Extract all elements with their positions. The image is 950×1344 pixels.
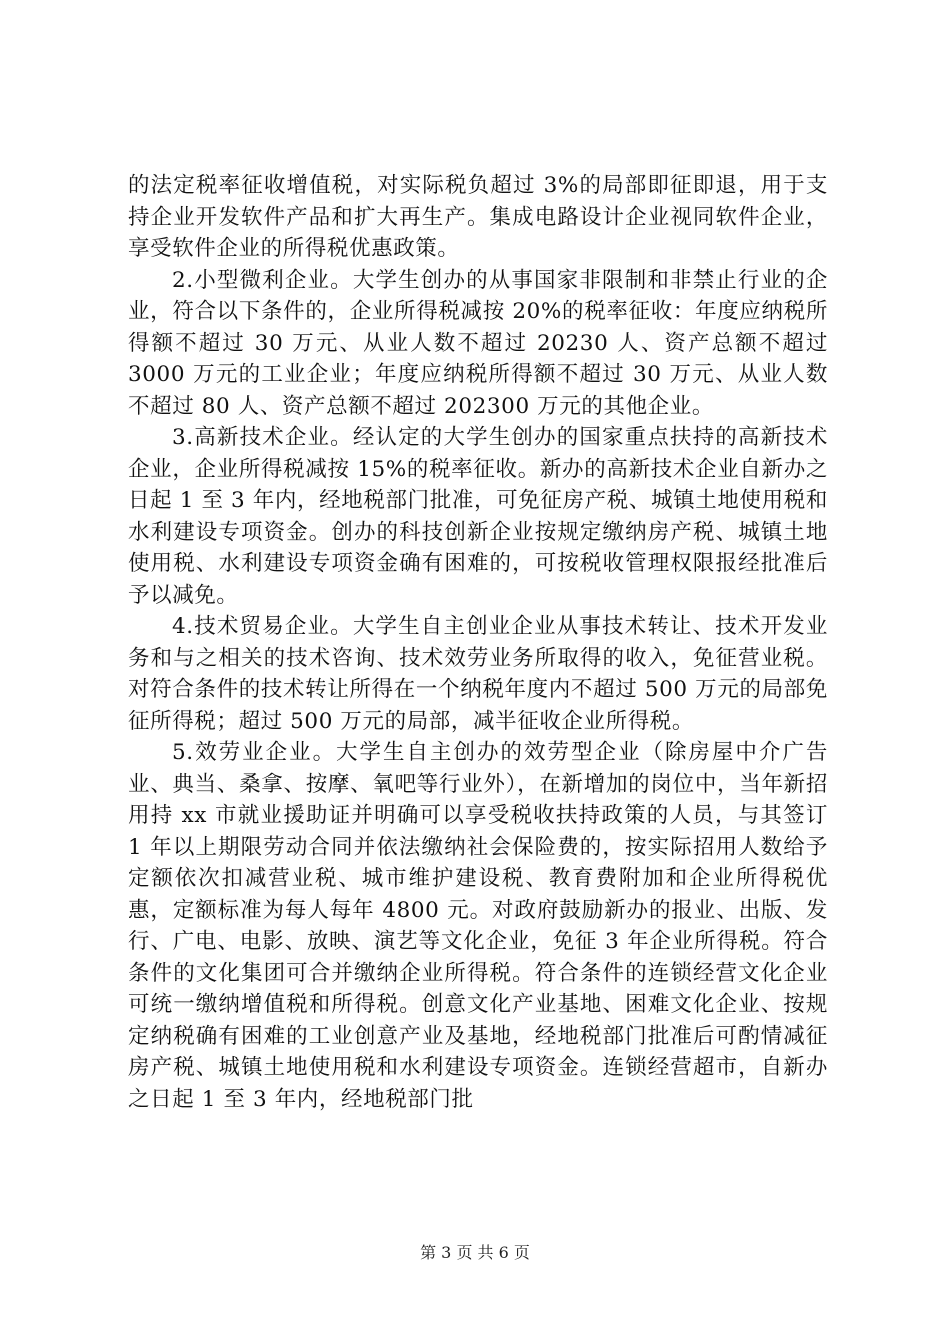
paragraph-service-enterprise: 5.效劳业企业。大学生自主创办的效劳型企业（除房屋中介广告业、典当、桑拿、按摩、氧吧等行业外），在新增加的岗位中，当年新招用持 xx 市就业援助证并明确可以享受税收扶持政策的人员，与其签订 1 年以上期限劳动合同并依法缴纳社会保险费的，按实际招用人数给予定额依次扣减营业税、城市维护建设税、教育费附加和企业所得税优惠，定额标准为每人每年 4800 元。对政府鼓励新办的报业、出版、发行、广电、电影、放映、演艺等文化企业，免征 3 年企业所得税。符合条件的文化集团可合并缴纳企业所得税。符合条件的连锁经营文化企业可统一缴纳增值税和所得税。创意文化产业基地、困难文化企业、按规定纳税确有困难的工业创意产业及基地，经地税部门批准后可酌情减征房产税、城镇土地使用税和水利建设专项资金。连锁经营超市，自新办之日起 1 至 3 年内，经地税部门批	[128, 740, 828, 1112]
page-number: 第 3 页 共 6 页	[420, 1243, 530, 1262]
paragraph-high-tech-enterprise: 3.高新技术企业。经认定的大学生创办的国家重点扶持的高新技术企业，企业所得税减按 15%的税率征收。新办的高新技术企业自新办之日起 1 至 3 年内，经地税部门批准，可免征房产税、城镇土地使用税和水利建设专项资金。创办的科技创新企业按规定缴纳房产税、城镇土地使用税、水利建设专项资金确有困难的，可按税收管理权限报经批准后予以减免。	[128, 425, 828, 608]
paragraph-continuation: 的法定税率征收增值税，对实际税负超过 3%的局部即征即退，用于支持企业开发软件产品和扩大再生产。集成电路设计企业视同软件企业，享受软件企业的所得税优惠政策。	[128, 173, 828, 261]
paragraph-technology-trade-enterprise: 4.技术贸易企业。大学生自主创业企业从事技术转让、技术开发业务和与之相关的技术咨询、技术效劳业务所取得的收入，免征营业税。对符合条件的技术转让所得在一个纳税年度内不超过 500 万元的局部免征所得税；超过 500 万元的局部，减半征收企业所得税。	[128, 614, 828, 734]
document-body	[128, 170, 828, 1115]
paragraph-small-profit-enterprise: 2.小型微利企业。大学生创办的从事国家非限制和非禁止行业的企业，符合以下条件的，企业所得税减按 20%的税率征收：年度应纳税所得额不超过 30 万元、从业人数不超过 20230 人、资产总额不超过 3000 万元的工业企业；年度应纳税所得额不超过 30 万元、从业人数不超过 80 人、资产总额不超过 202300 万元的其他企业。	[128, 267, 828, 419]
page-footer	[0, 1243, 950, 1263]
